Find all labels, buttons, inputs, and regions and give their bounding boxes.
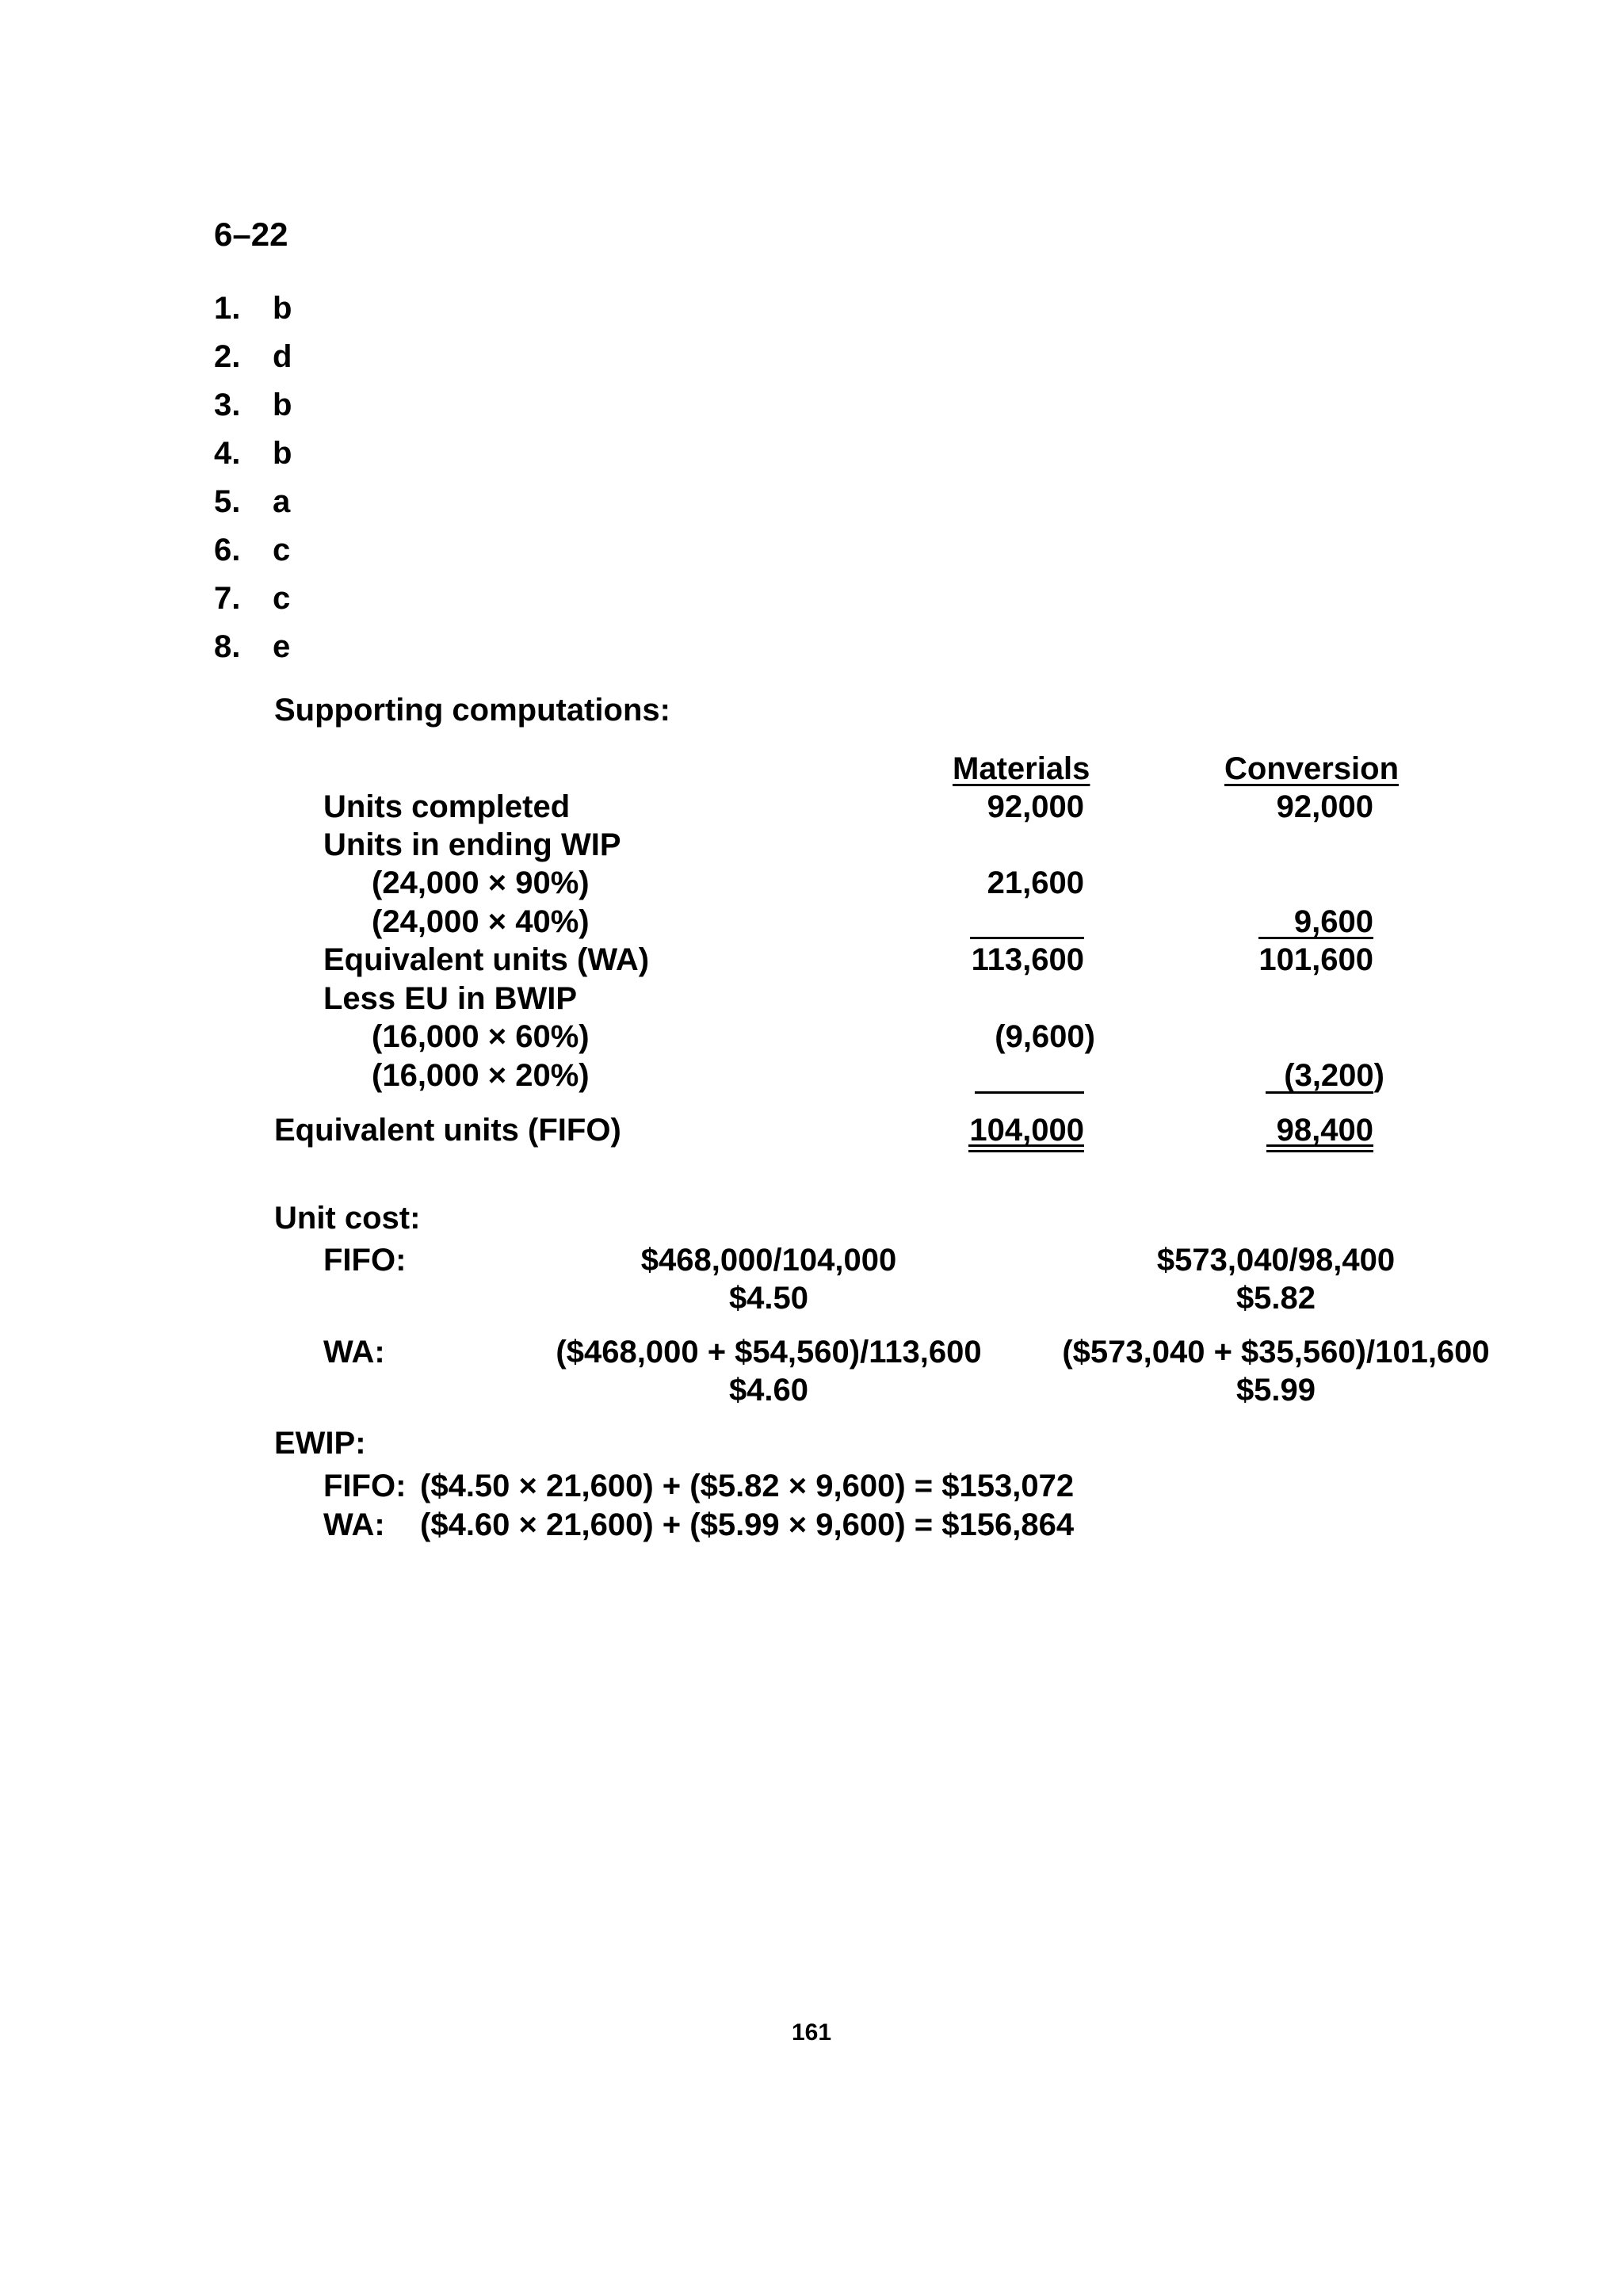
answer-number: 8. [214, 629, 241, 664]
materials-column-header: Materials [953, 751, 1090, 786]
ewip-fifo-label: FIFO: [323, 1469, 407, 1503]
row-label: (24,000 × 40%) [372, 904, 590, 939]
conversion-value: 98,400 [1276, 1113, 1373, 1148]
answer-letter: c [273, 533, 291, 567]
conversion-value: 9,600 [1293, 904, 1373, 939]
wa-conversion-formula: ($573,040 + $35,560)/101,600 [1062, 1335, 1490, 1370]
materials-value: (9,600) [995, 1019, 1095, 1054]
fifo-conversion-result: $5.82 [1235, 1281, 1316, 1316]
row-label: Less EU in BWIP [323, 981, 578, 1016]
conversion-value: 101,600 [1258, 942, 1373, 977]
row-label: Equivalent units (WA) [323, 942, 650, 977]
total-double-rule [968, 1144, 1084, 1152]
materials-value: 92,000 [987, 789, 1084, 824]
materials-value: 104,000 [969, 1113, 1084, 1148]
total-double-rule [1266, 1144, 1373, 1152]
row-label: (16,000 × 60%) [372, 1019, 590, 1054]
answer-number: 3. [214, 388, 241, 422]
conversion-column-header: Conversion [1224, 751, 1400, 786]
fifo-materials-formula: $468,000/104,000 [640, 1243, 897, 1278]
answer-number: 2. [214, 339, 241, 374]
materials-value: 113,600 [971, 942, 1084, 977]
wa-materials-formula: ($468,000 + $54,560)/113,600 [556, 1335, 982, 1370]
conversion-value: (3,200) [1284, 1058, 1384, 1093]
conversion-value: 92,000 [1276, 789, 1373, 824]
supporting-title: Supporting computations: [274, 693, 670, 728]
ewip-wa-calculation: ($4.60 × 21,600) + ($5.99 × 9,600) = $156,864 [420, 1507, 1075, 1542]
answer-number: 1. [214, 291, 241, 326]
wa-label: WA: [323, 1335, 385, 1370]
row-label: Equivalent units (FIFO) [274, 1113, 621, 1148]
answer-letter: c [273, 581, 291, 616]
answer-letter: b [273, 388, 292, 422]
page-number: 161 [791, 2019, 832, 2046]
subtotal-rule [1266, 1091, 1373, 1094]
fifo-materials-result: $4.50 [728, 1281, 809, 1316]
subtotal-rule [970, 937, 1084, 939]
subtotal-rule [975, 1091, 1084, 1094]
row-label: (24,000 × 90%) [372, 865, 590, 900]
row-label: (16,000 × 20%) [372, 1058, 590, 1093]
row-label: Units completed [323, 789, 571, 824]
ewip-wa-label: WA: [323, 1507, 385, 1542]
wa-conversion-result: $5.99 [1235, 1373, 1316, 1408]
answer-number: 6. [214, 533, 241, 567]
fifo-label: FIFO: [323, 1243, 407, 1278]
subtotal-rule [1258, 937, 1373, 939]
answer-number: 4. [214, 436, 241, 471]
answer-letter: b [273, 436, 292, 471]
wa-materials-result: $4.60 [728, 1373, 809, 1408]
answer-letter: e [273, 629, 291, 664]
problem-number: 6–22 [214, 216, 288, 253]
unit-cost-title: Unit cost: [274, 1201, 421, 1236]
ewip-fifo-calculation: ($4.50 × 21,600) + ($5.82 × 9,600) = $153,072 [420, 1469, 1075, 1503]
answer-letter: a [273, 484, 291, 519]
ewip-title: EWIP: [274, 1426, 366, 1461]
row-label: Units in ending WIP [323, 827, 621, 862]
answer-letter: b [273, 291, 292, 326]
materials-value: 21,600 [987, 865, 1084, 900]
answer-letter: d [273, 339, 292, 374]
answer-number: 7. [214, 581, 241, 616]
answer-number: 5. [214, 484, 241, 519]
fifo-conversion-formula: $573,040/98,400 [1156, 1243, 1396, 1278]
